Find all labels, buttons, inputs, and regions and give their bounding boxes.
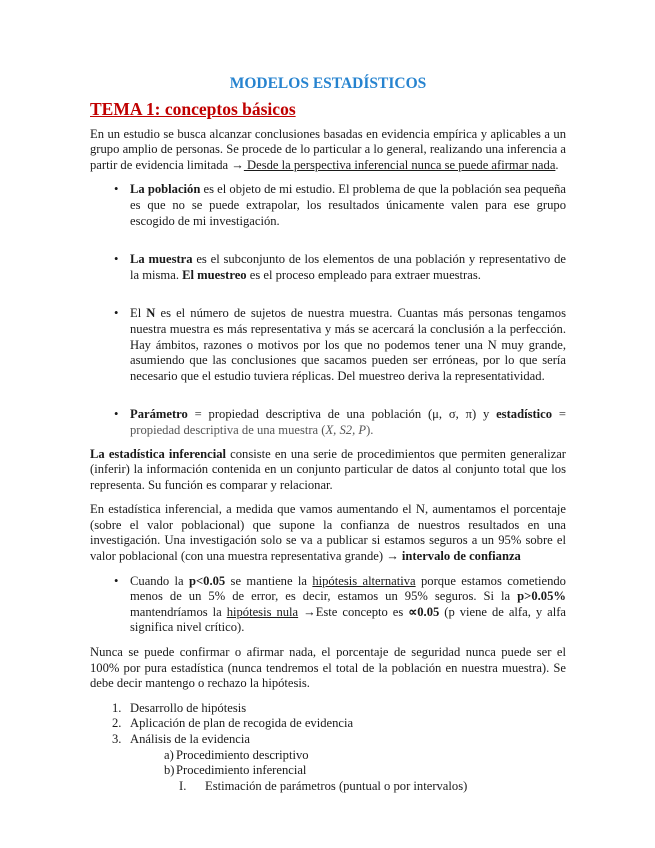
underlined-term: hipótesis alternativa <box>312 573 416 588</box>
underlined-term: hipótesis nula <box>226 604 299 619</box>
bullet-pvalue <box>90 574 566 636</box>
text: En estadística inferencial, a medida que vamos aumentando el N, aumentamos el porcentaje (sobre el valor poblacional) que supone la confianza de nuestros resultados en una investigación. Una investigación solo se va a publicar si estamos seguros a un 95% sobre el valor poblacional (con una muestra representativa grande) <box>90 502 566 564</box>
list-label: Estimación de parámetros (puntual o por intervalos) <box>205 778 468 793</box>
term: p<0.05 <box>188 573 226 588</box>
bullet-muestra <box>90 252 566 283</box>
intro-paragraph <box>90 127 566 174</box>
list-number: 2. <box>112 716 122 731</box>
definition: es el número de sujetos de nuestra muestra. Cuantas más personas tengamos nuestra muestra es más representativa y más se acercará la conclusión a la perfección. Hay ámbitos, razones o motivos por los que no podemos tener una N muy grande, asumiendo que las conclusiones que sacamos pueden ser erróneas, por lo que sería necesario que el estudio tuviera réplicas. Del muestreo deriva la representatividad. <box>130 306 566 383</box>
confianza-paragraph <box>90 502 566 564</box>
list-item <box>90 732 566 748</box>
list-number: 3. <box>112 732 122 746</box>
intro-underlined: Desde la perspectiva inferencial nunca se puede afirmar nada <box>243 157 556 172</box>
bullet-icon: • <box>114 306 119 321</box>
definition: es el objeto de mi estudio. El problema de que la población sea pequeña es que no se puede extrapolar, los resultados únicamente valen para ese grupo escogido de mi investigación. <box>130 182 567 228</box>
bullet-icon: • <box>114 407 119 422</box>
text: porque estamos cometiendo menos de un 5% de error, es decir, estamos un 95% seguros. Si la <box>130 573 566 604</box>
list-number: 1. <box>112 700 122 715</box>
list-number: b) <box>164 763 175 778</box>
arrow-icon: → <box>231 157 244 172</box>
list-label: Procedimiento inferencial <box>176 763 307 778</box>
bullet-parametro <box>90 407 566 438</box>
term: La estadística inferencial <box>90 446 227 461</box>
math: X, S2, P <box>325 422 367 437</box>
list-number: I. <box>179 778 187 793</box>
list-item <box>90 763 566 779</box>
intro-text: En un estudio se busca alcanzar conclusiones basadas en evidencia empírica y aplicables a un grupo amplio de personas. Se procede de lo particular a lo general, realizando una inferencia a partir de evidencia limitada <box>90 126 566 172</box>
inferencial-paragraph <box>90 447 566 494</box>
bullet-n <box>90 306 566 384</box>
definition: es el proceso empleado para extraer muestras. <box>246 267 481 282</box>
definition: es el subconjunto de los elementos de una población y representativo de la misma. <box>130 252 566 282</box>
document-page <box>90 76 566 794</box>
document-title: MODELOS ESTADÍSTICOS <box>229 75 427 92</box>
term: Parámetro <box>130 407 188 422</box>
term: intervalo de confianza <box>398 549 521 564</box>
bullet-icon: • <box>114 573 119 588</box>
text: consiste en una serie de procedimientos que permiten generalizar (inferir) la información contenida en un conjunto particular de datos al conjunto total que los representa. Su función es comparar y relacionar. <box>90 446 566 492</box>
definition: propiedad descriptiva de una muestra ( <box>130 422 326 437</box>
list-item <box>90 748 566 764</box>
bullet-poblacion <box>90 182 566 229</box>
text: Cuando la <box>130 573 189 588</box>
definition-end: ). <box>366 422 374 437</box>
text: mantendríamos la <box>130 604 227 619</box>
list-item <box>90 701 566 717</box>
text: se mantiene la <box>225 573 313 588</box>
arrow-icon: → <box>386 549 399 564</box>
list-label: Aplicación de plan de recogida de evidencia <box>130 716 354 731</box>
list-label: Procedimiento descriptivo <box>176 747 309 762</box>
term: El muestreo <box>182 267 247 282</box>
definition: = <box>552 407 566 422</box>
list-label: Desarrollo de hipótesis <box>130 700 247 715</box>
term: ∝0.05 <box>408 604 440 619</box>
text: El <box>130 306 147 321</box>
list-label: Análisis de la evidencia <box>130 732 250 746</box>
nunca-paragraph: Nunca se puede confirmar o afirmar nada, el porcentaje de seguridad nunca puede ser el 100% por pura estadística (nunca tendremos el total de la población en nuestra muestra). Se debe decir mantengo o rechazo la hipótesis. <box>90 645 566 691</box>
intro-end: . <box>555 157 559 172</box>
term: La población <box>130 182 201 197</box>
text: →Este concepto es <box>298 604 409 619</box>
bullet-icon: • <box>114 182 119 197</box>
text: (p viene de alfa, y alfa significa nivel crítico). <box>130 604 566 635</box>
term: estadístico <box>496 407 553 422</box>
list-item <box>90 779 566 795</box>
definition: = propiedad descriptiva de una población (μ, σ, π) y <box>187 407 497 422</box>
term: La muestra <box>130 252 193 267</box>
term: p>0.05% <box>517 589 566 604</box>
section-heading: TEMA 1: conceptos básicos <box>90 98 296 119</box>
list-item <box>90 716 566 732</box>
term: N <box>146 306 156 321</box>
list-number: a) <box>164 747 174 762</box>
bullet-icon: • <box>114 252 119 267</box>
